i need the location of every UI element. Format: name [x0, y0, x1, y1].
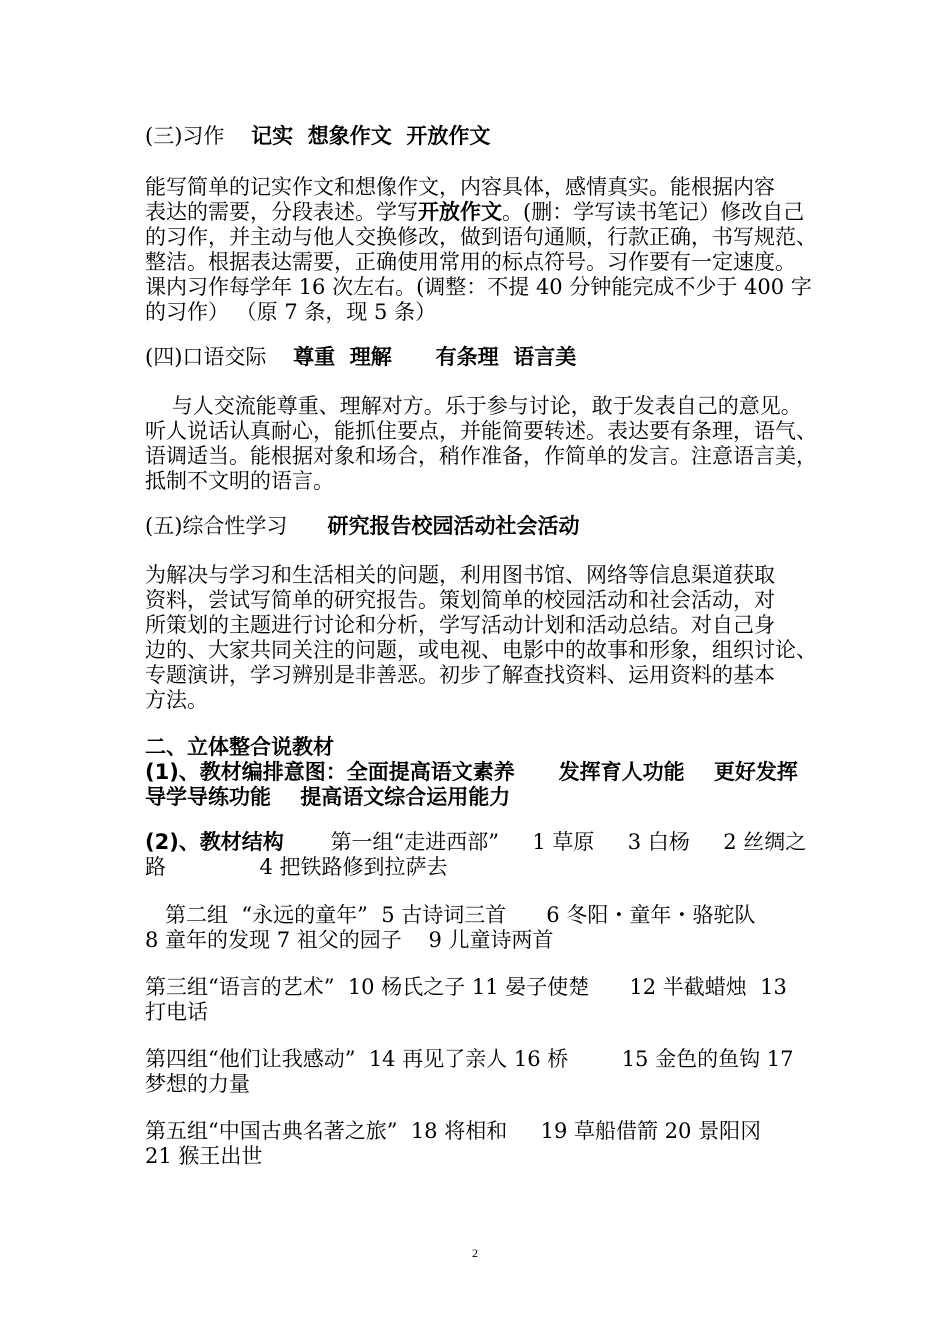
structure-line: (2)、教材结构 第一组“走进西部” 1 草原 3 白杨 2 丝绸之 [145, 830, 807, 854]
paragraph-line: 专题演讲，学习辨别是非善恶。初步了解查找资料、运用资料的基本 [145, 663, 775, 687]
structure-line: 路 4 把铁路修到拉萨去 [145, 855, 448, 879]
section-keywords: 尊重 理解 有条理 语言美 [293, 345, 577, 369]
structure-label: (2)、教材结构 [145, 830, 284, 854]
paragraph-line: 表达的需要，分段表述。学写开放作文。(删：学写读书笔记）修改自己 [145, 200, 805, 224]
section-heading-writing [145, 124, 490, 148]
section-heading-speaking [145, 345, 576, 369]
paragraph-line: 与人交流能尊重、理解对方。乐于参与讨论，敢于发表自己的意见。 [145, 394, 802, 418]
paragraph-line: 边的、大家共同关注的问题，或电视、电影中的故事和形象，组织讨论、 [145, 638, 817, 662]
page-number: 2 [472, 1246, 478, 1260]
group-line: 打电话 [145, 1000, 208, 1024]
paragraph-line: 课内习作每学年 16 次左右。(调整：不提 40 分钟能完成不少于 400 字 [145, 275, 812, 299]
paragraph-line: 的习作，并主动与他人交换修改，做到语句通顺，行款正确，书写规范、 [145, 225, 817, 249]
bold-term: 开放作文 [418, 200, 502, 224]
section-label: (四)口语交际 [145, 345, 267, 369]
section-heading-integrated [145, 514, 579, 538]
group-line: 21 猴王出世 [145, 1144, 263, 1168]
intent-line: (1)、教材编排意图：全面提高语文素养 发挥育人功能 更好发挥 [145, 760, 798, 784]
paragraph-line: 所策划的主题进行讨论和分析，学写活动计划和活动总结。对自己身 [145, 613, 775, 637]
paragraph-line: 方法。 [145, 688, 208, 712]
group-line: 第四组“他们让我感动” 14 再见了亲人 16 桥 15 金色的鱼钩 17 [145, 1047, 794, 1071]
group-line: 第五组“中国古典名著之旅” 18 将相和 19 草船借箭 20 景阳冈 [145, 1119, 762, 1143]
paragraph-line: 整洁。根据表达需要，正确使用常用的标点符号。习作要有一定速度。 [145, 250, 796, 274]
part-heading: 二、立体整合说教材 [145, 735, 334, 759]
section-label: (五)综合性学习 [145, 514, 288, 538]
paragraph-line: 听人说话认真耐心，能抓住要点，并能简要转述。表达要有条理，语气、 [145, 419, 817, 443]
paragraph-line: 语调适当。能根据对象和场合，稍作准备，作简单的发言。注意语言美， [145, 444, 817, 468]
paragraph-line: 的习作） （原 7 条，现 5 条） [145, 300, 437, 324]
paragraph-line: 为解决与学习和生活相关的问题，利用图书馆、网络等信息渠道获取 [145, 563, 775, 587]
section-label: (三)习作 [145, 124, 225, 148]
group-line: 8 童年的发现 7 祖父的园子 9 儿童诗两首 [145, 928, 554, 952]
intent-line: 导学导练功能 提高语文综合运用能力 [145, 785, 511, 809]
section-keywords: 记实 想象作文 开放作文 [251, 124, 491, 148]
section-keywords: 研究报告校园活动社会活动 [327, 514, 580, 538]
group-line: 第二组 “永远的童年” 5 古诗词三首 6 冬阳・童年・骆驼队 [145, 903, 756, 927]
group-line: 梦想的力量 [145, 1072, 250, 1096]
group-line: 第三组“语言的艺术” 10 杨氏之子 11 晏子使楚 12 半截蜡烛 13 [145, 975, 787, 999]
paragraph-line: 资料，尝试写简单的研究报告。策划简单的校园活动和社会活动，对 [145, 588, 775, 612]
paragraph-line: 能写简单的记实作文和想像作文，内容具体，感情真实。能根据内容 [145, 175, 775, 199]
paragraph-line: 抵制不文明的语言。 [145, 469, 334, 493]
